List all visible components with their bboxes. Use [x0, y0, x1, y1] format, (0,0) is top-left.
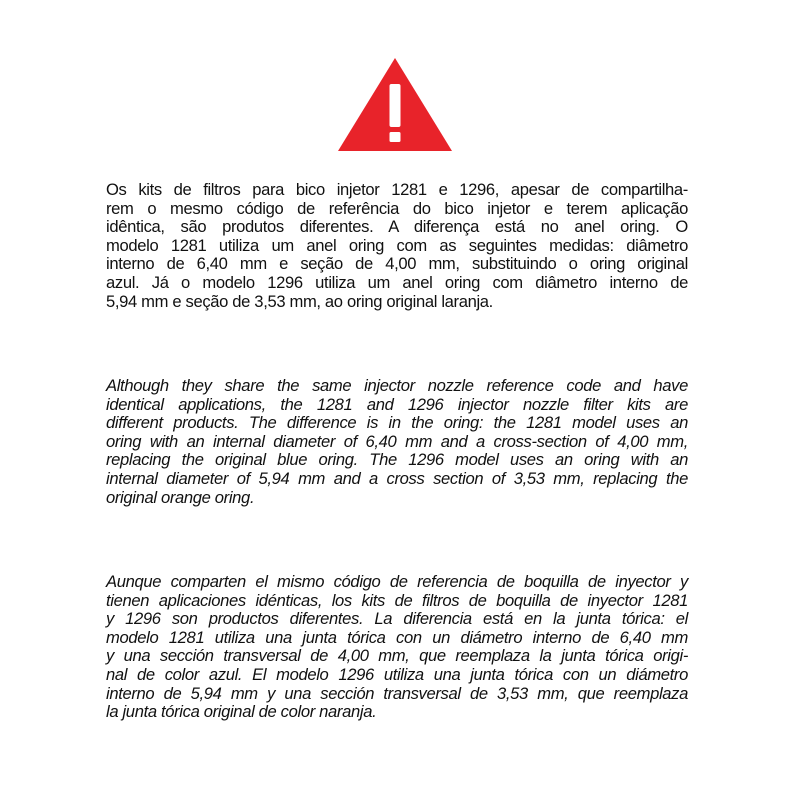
text-line: interno de 6,40 mm e seção de 4,00 mm, substituindo o oring original — [106, 254, 688, 274]
text-line: interno de 5,94 mm y una sección transversal de 3,53 mm, que reemplaza — [106, 683, 688, 703]
text-line: idêntica, são produtos diferentes. A diferença está no anel oring. O — [106, 217, 688, 237]
text-line: Although they share the same injector nozzle reference code and have — [106, 376, 688, 395]
text-line: identical applications, the 1281 and 1296 injector nozzle filter kits are — [106, 394, 688, 414]
paragraph-portuguese — [106, 181, 688, 311]
text-line: oring with an internal diameter of 6,40 mm and a cross-section of 4,00 mm, — [106, 431, 688, 451]
text-line: modelo 1281 utiliza una junta tórica con un diámetro interno de 6,40 mm — [106, 627, 688, 647]
text-line: tienen aplicaciones idénticas, los kits de filtros de boquilla de inyector 1281 — [106, 590, 688, 610]
text-line: 5,94 mm e seção de 3,53 mm, ao oring original laranja. — [106, 291, 493, 311]
paragraph-english — [106, 377, 688, 507]
text-line: original orange oring. — [106, 487, 255, 507]
text-line: replacing the original blue oring. The 1296 model uses an oring with an — [106, 450, 688, 470]
text-line: modelo 1281 utiliza um anel oring com as seguintes medidas: diâmetro — [106, 235, 688, 255]
text-line: nal de color azul. El modelo 1296 utiliza una junta tórica con un diámetro — [106, 664, 688, 684]
text-line: internal diameter of 5,94 mm and a cross section of 3,53 mm, replacing the — [106, 468, 688, 488]
paragraph-spanish — [106, 573, 688, 722]
text-line: y una sección transversal de 4,00 mm, que reemplaza la junta tórica origi- — [106, 646, 688, 666]
text-line: different products. The difference is in the oring: the 1281 model uses an — [106, 413, 688, 433]
text-line: azul. Já o modelo 1296 utiliza um anel oring com diâmetro interno de — [106, 272, 688, 292]
text-line: Os kits de filtros para bico injetor 1281 e 1296, apesar de compartilha- — [106, 180, 688, 199]
text-line: rem o mesmo código de referência do bico injetor e terem aplicação — [106, 198, 688, 218]
text-line: Aunque comparten el mismo código de referencia de boquilla de inyector y — [106, 572, 688, 591]
text-line: la junta tórica original de color naranja. — [106, 702, 377, 722]
text-line: y 1296 son productos diferentes. La diferencia está en la junta tórica: el — [106, 609, 688, 629]
warning-triangle-icon — [336, 56, 454, 152]
